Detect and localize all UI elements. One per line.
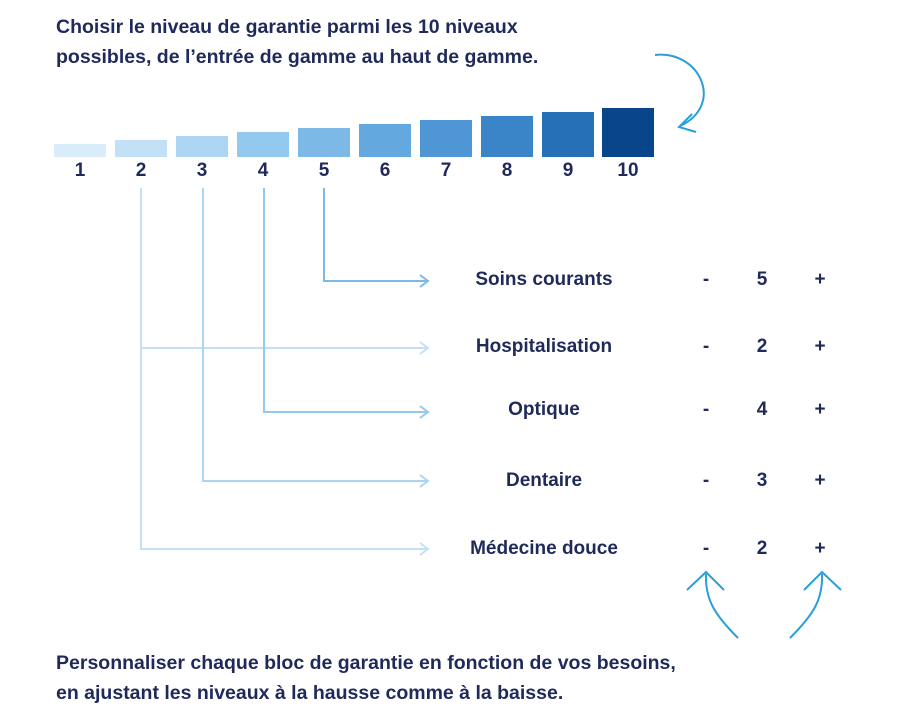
row-label-optique: Optique — [508, 399, 580, 420]
level-label-9: 9 — [562, 160, 574, 181]
row-medecine-douce-decrement-button[interactable]: - — [702, 538, 710, 559]
row-dentaire-value: 3 — [756, 470, 768, 491]
connector-level3-dentaire — [203, 188, 428, 481]
footer-instruction — [56, 648, 876, 708]
row-label-medecine-douce: Médecine douce — [470, 538, 618, 559]
connector-level2-medecine — [141, 348, 428, 549]
level-label-8: 8 — [501, 160, 513, 181]
row-dentaire-increment-button[interactable]: + — [814, 470, 826, 491]
title-curved-arrow — [655, 55, 704, 126]
row-label-soins-courants: Soins courants — [475, 269, 613, 290]
footer-line-1: Personnaliser chaque bloc de garantie en fonction de vos besoins, — [56, 652, 676, 674]
minus-pointer-arrow — [706, 574, 738, 638]
row-hospitalisation-decrement-button[interactable]: - — [702, 336, 710, 357]
row-optique-increment-button[interactable]: + — [814, 399, 826, 420]
row-medecine-douce-value: 2 — [756, 538, 768, 559]
row-hospitalisation-increment-button[interactable]: + — [814, 336, 826, 357]
level-label-7: 7 — [440, 160, 452, 181]
row-soins-courants-increment-button[interactable]: + — [814, 269, 826, 290]
level-label-5: 5 — [318, 160, 330, 181]
header-line-2: possibles, de l’entrée de gamme au haut de gamme. — [56, 46, 539, 68]
level-label-6: 6 — [379, 160, 391, 181]
row-label-dentaire: Dentaire — [505, 470, 583, 491]
row-medecine-douce-increment-button[interactable]: + — [814, 538, 826, 559]
connector-level5-soins — [324, 188, 428, 281]
level-label-3: 3 — [196, 160, 208, 181]
footer-line-2: en ajustant les niveaux à la hausse comme à la baisse. — [56, 682, 564, 704]
connector-level4-optique — [264, 188, 428, 412]
row-dentaire-decrement-button[interactable]: - — [702, 470, 710, 491]
header-line-1: Choisir le niveau de garantie parmi les 10 niveaux — [56, 16, 518, 38]
plus-pointer-arrow — [790, 574, 822, 638]
row-label-hospitalisation: Hospitalisation — [475, 336, 613, 357]
row-soins-courants-value: 5 — [756, 269, 768, 290]
level-label-4: 4 — [257, 160, 269, 181]
row-soins-courants-decrement-button[interactable]: - — [702, 269, 710, 290]
row-hospitalisation-value: 2 — [756, 336, 768, 357]
level-label-1: 1 — [74, 160, 86, 181]
level-label-2: 2 — [135, 160, 147, 181]
row-optique-value: 4 — [756, 399, 768, 420]
level-label-10: 10 — [617, 160, 639, 181]
row-optique-decrement-button[interactable]: - — [702, 399, 710, 420]
connector-level2-hospitalisation — [141, 188, 428, 348]
